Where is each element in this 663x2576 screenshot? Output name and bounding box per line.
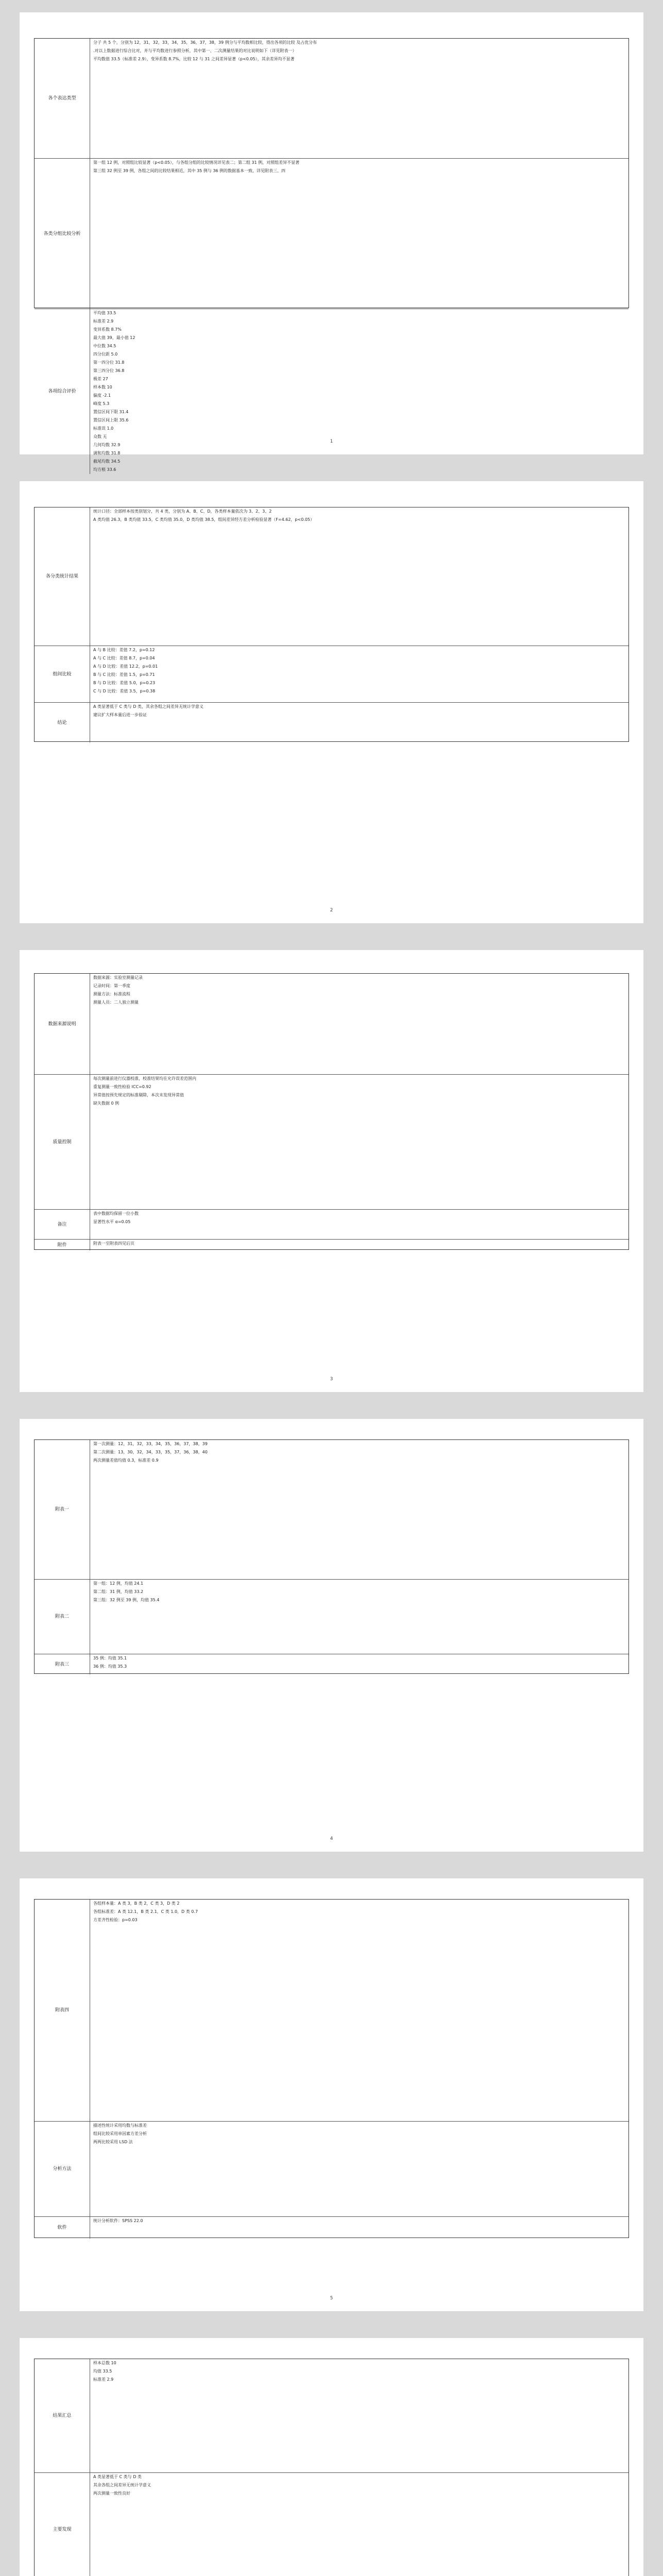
text-line: 异常值按预先规定的标准剔除，本次未发现异常值 [93,1093,184,1097]
row-content [90,646,628,702]
row-label: 各类分组比较分析 [35,159,90,309]
row-label: 软件 [35,2217,90,2239]
table-row [35,974,628,1074]
row-content [90,159,628,309]
text-line: 两次测量差值均值 0.3，标准差 0.9 [93,1458,159,1463]
text-line: 均值 33.5 [93,2369,112,2374]
text-line: 第三组：32 例至 39 例，均值 35.4 [93,1598,160,1602]
page [20,2338,643,2576]
text-line: 方差齐性检验：p=0.03 [93,1918,138,1922]
text-line: 众数 无 [93,434,107,439]
document-table [34,2359,629,2576]
row-content [90,39,628,158]
row-label: 组间比较 [35,646,90,702]
text-line: 各组样本量：A 类 3，B 类 2，C 类 3，D 类 2 [93,1901,180,1906]
table-row [35,309,628,474]
text-line: 峰度 5.3 [93,401,110,406]
text-line: 调和均数 31.8 [93,451,121,455]
text-line: 变异系数 8.7% [93,327,122,332]
text-line: 第一组 12 例，对照组比较显著（p<0.05），与各组分组的比较情况详见表二；第二组 31 例，对照组差异不显著 [93,160,300,165]
row-content [90,1075,628,1209]
page [20,12,643,472]
text-line: 平均数值 33.5（标准差 2.9），变异系数 8.7%，比较 12 与 31 之间差异显著（p<0.05），其余差异均不显著 [93,57,295,61]
row-content [90,2217,628,2239]
row-content [90,1900,628,2121]
page [20,481,643,923]
row-content [90,703,628,742]
row-label: 质量控制 [35,1075,90,1209]
row-label: 各项综合评价 [35,309,90,474]
table-row [35,2359,628,2472]
table-row [35,2472,628,2576]
row-content [90,1240,628,1250]
page-number: 2 [330,908,333,913]
page [20,1878,643,2311]
text-line: 均方根 33.6 [93,467,116,472]
row-label: 附表三 [35,1654,90,1674]
page-number: 3 [330,1377,333,1382]
text-line: 各组标准差：A 类 12.1，B 类 2.1，C 类 1.0，D 类 0.7 [93,1909,198,1914]
text-line: C 与 D 比较：差值 3.5，p=0.38 [93,689,156,693]
text-line: 第一四分位 31.8 [93,360,125,365]
table-row [35,1209,628,1239]
text-line: 偏度 -2.1 [93,393,111,398]
text-line: 样本数 10 [93,385,112,389]
row-label: 主要发现 [35,2473,90,2576]
table-row [35,1440,628,1579]
text-line: 第二组：31 例，均值 33.2 [93,1589,144,1594]
row-content [90,309,628,474]
text-line: 第一次测量：12，31，32，33，34，35，36，37，38，39 [93,1442,208,1446]
document-table [34,38,629,472]
row-label: 备注 [35,1210,90,1239]
text-line: 截尾均数 34.5 [93,459,121,464]
text-line: 测量方法：标准流程 [93,992,130,996]
text-line: B 与 D 比较：差值 5.0，p=0.23 [93,681,156,685]
text-line: 数据来源：实验室测量记录 [93,975,143,980]
row-label: 结果汇总 [35,2359,90,2472]
text-line: 第三四分位 36.8 [93,368,125,373]
text-line: 第三组 32 例至 39 例，各组之间的比较结果相近，其中 35 例与 36 例的数据基本一致，详见附表三、四 [93,168,286,173]
document-table [34,1899,629,2238]
text-line: 样本总数 10 [93,2361,116,2365]
text-line: A 类显著低于 C 类与 D 类，其余各组之间差异无统计学意义 [93,704,203,709]
text-line: 最大值 39，最小值 12 [93,335,135,340]
page [20,950,643,1392]
row-content [90,2122,628,2216]
table-row [35,1074,628,1209]
text-line: 标准差 2.9 [93,2377,114,2382]
text-line: A 与 D 比较：差值 12.2，p=0.01 [93,664,158,669]
page-number: 5 [330,2296,333,2301]
text-line: 其余各组之间差异无统计学意义 [93,2483,151,2487]
text-line: 第一组：12 例，均值 24.1 [93,1581,144,1586]
text-line: 标准差 2.9 [93,319,114,324]
row-label: 各分类统计结果 [35,507,90,646]
text-line: A 与 B 比较：差值 7.2，p=0.12 [93,648,155,652]
text-line: 重复测量一致性检验 ICC=0.92 [93,1084,151,1089]
text-line: .对以上数据进行综合比对，并与平均数进行参照分析，其中第一、二次测量结果的对比说明如下（详见附表一） [93,48,297,53]
row-label: 附表四 [35,1900,90,2121]
text-line: 极差 27 [93,377,108,381]
page-number: 4 [330,1836,333,1841]
text-line: 表中数据均保留一位小数 [93,1211,139,1216]
text-line: 第二次测量：13，30，32，34，33，35，37，36，38，40 [93,1450,208,1454]
text-line: 四分位距 5.0 [93,352,118,357]
text-line: A 类显著低于 C 类与 D 类 [93,2475,142,2479]
text-line: 36 例：均值 35.3 [93,1664,127,1669]
table-row [35,646,628,702]
text-line: 附表一至附表四见后页 [93,1241,134,1246]
text-line: 测量人员：二人独立测量 [93,1000,139,1005]
row-content [90,1580,628,1654]
text-line: 建议扩大样本量后进一步验证 [93,713,147,717]
text-line: A 类均值 26.3，B 类均值 33.5，C 类均值 35.0，D 类均值 38.5，组间差异经方差分析检验显著（F=4.62，p<0.05） [93,517,315,522]
table-row [35,702,628,742]
text-line: 标准误 1.0 [93,426,114,431]
table-row [35,1239,628,1250]
text-line: 组间比较采用单因素方差分析 [93,2131,147,2136]
row-content [90,1654,628,1674]
text-line: 几何均数 32.9 [93,443,121,447]
text-line: 统计分析软件：SPSS 22.0 [93,2218,143,2223]
text-line: 描述性统计采用均数与标准差 [93,2123,147,2128]
page [20,1419,643,1852]
text-line: 显著性水平 α=0.05 [93,1219,131,1224]
table-row [35,1654,628,1674]
row-label: 分析方法 [35,2122,90,2216]
row-content [90,507,628,646]
text-line: 缺失数据 0 例 [93,1101,120,1106]
table-row [35,158,628,309]
row-content [90,2359,628,2472]
row-content [90,2473,628,2576]
text-line: B 与 C 比较：差值 1.5，p=0.71 [93,672,155,677]
row-content [90,1210,628,1239]
row-label: 附表一 [35,1440,90,1579]
text-line: A 与 C 比较：差值 8.7，p=0.04 [93,656,155,660]
row-label: 数据来源说明 [35,974,90,1074]
text-line: 每次测量前进行仪器校准，校准结果均在允许误差范围内 [93,1076,196,1081]
row-label: 附件 [35,1240,90,1250]
table-row [35,2216,628,2239]
table-row [35,507,628,646]
text-line: 平均值 33.5 [93,311,116,315]
table-row [35,39,628,158]
row-label: 附表二 [35,1580,90,1654]
document-table [34,1439,629,1674]
text-line: 记录时间：第一季度 [93,984,130,988]
text-line: 中位数 34.5 [93,344,116,348]
row-label: 各个表达类型 [35,39,90,158]
text-line: 置信区间上限 35.6 [93,418,129,422]
document-table [34,507,629,742]
document-table [34,973,629,1250]
text-line: 35 例：均值 35.1 [93,1656,127,1660]
table-row [35,2121,628,2216]
row-content [90,1440,628,1579]
row-label: 结论 [35,703,90,742]
text-line: 统计口径：全部样本按类别划分，共 4 类，分别为 A、B、C、D，各类样本量依次为 3、2、3、2 [93,509,272,514]
text-line: 两次测量一致性良好 [93,2491,130,2496]
table-row [35,1579,628,1654]
text-line: 两两比较采用 LSD 法 [93,2140,133,2144]
row-content [90,974,628,1074]
text-line: 置信区间下限 31.4 [93,410,129,414]
text-line: 分子 共 5 个，分别为 12，31，32，33，34，35，36，37，38，39 例分与平均数相比较，得出各项的比较 及占优分布 [93,40,317,45]
table-row [35,1900,628,2121]
page-number: 1 [330,439,333,444]
